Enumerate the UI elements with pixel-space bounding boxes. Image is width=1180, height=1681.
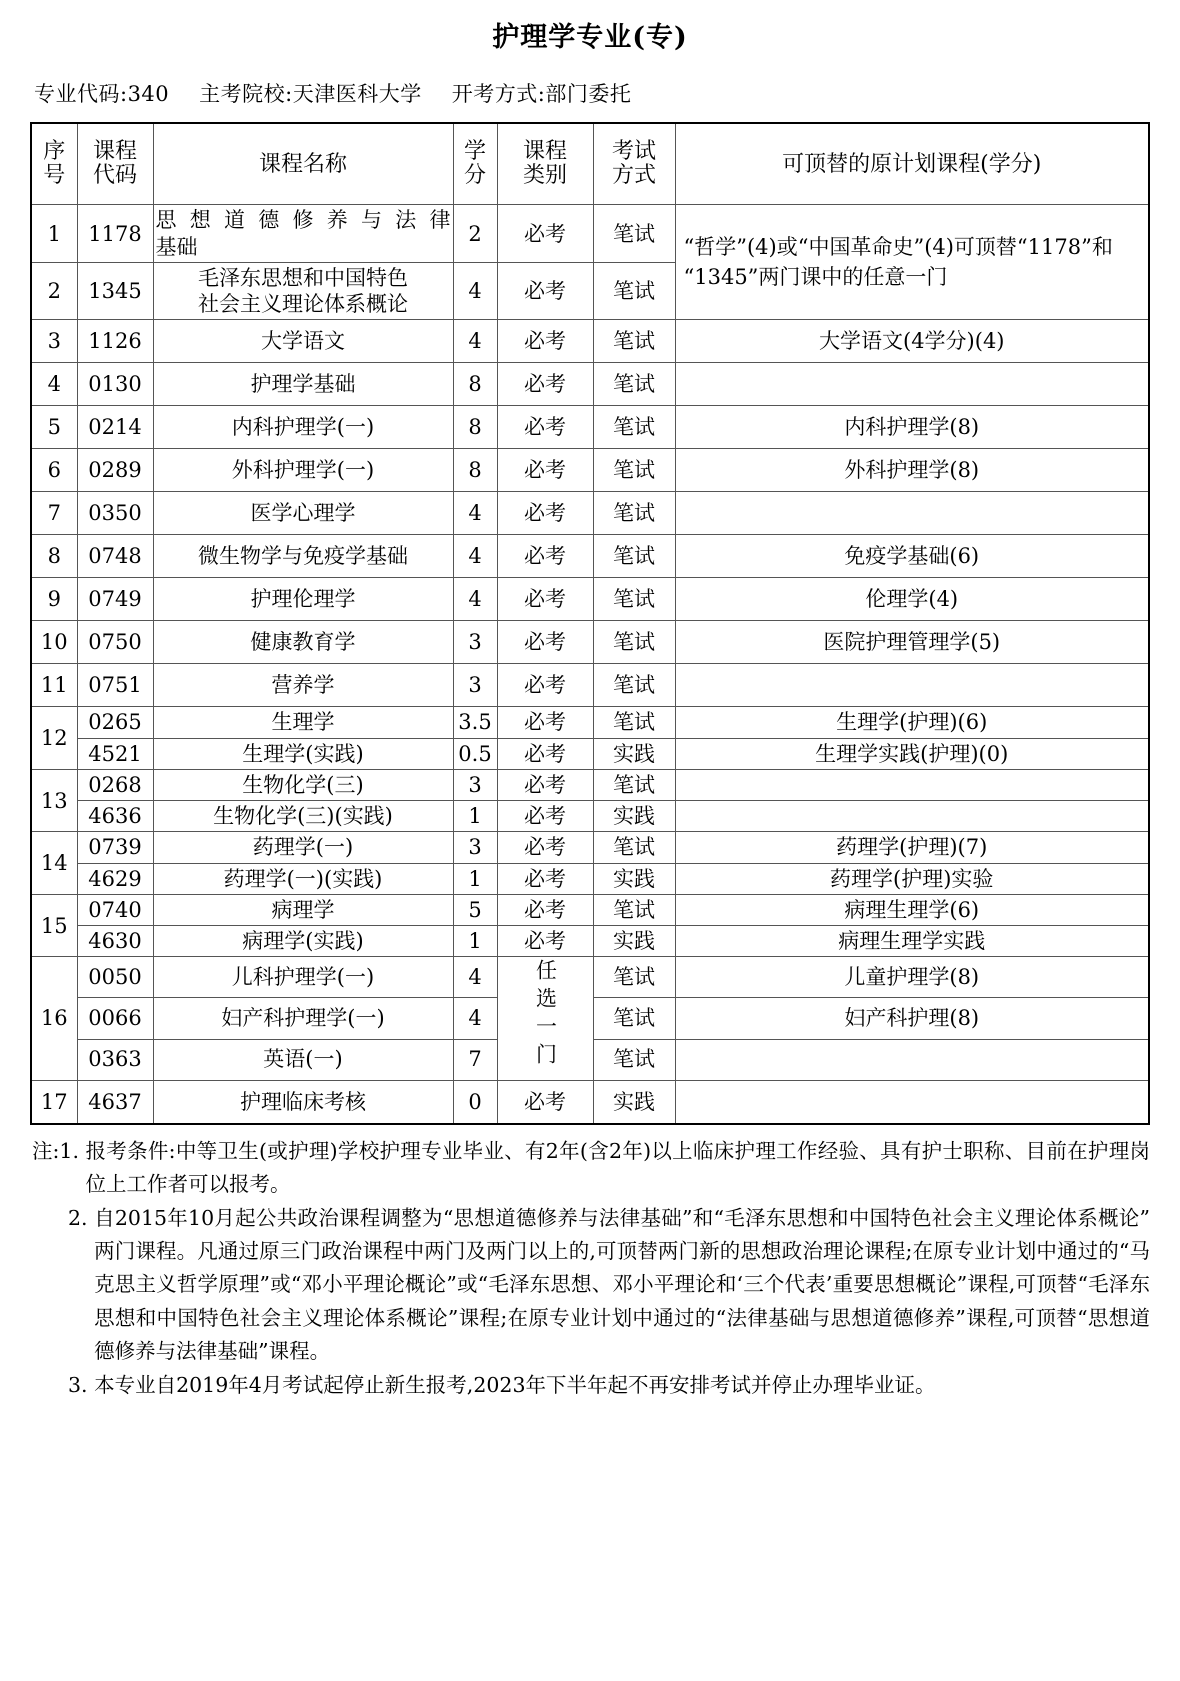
- cell-seq: 11: [31, 664, 77, 707]
- cell-type: 必考: [497, 894, 593, 925]
- table-row: [31, 832, 1149, 863]
- cell-credits: 4: [453, 957, 497, 998]
- cell-credits: 3: [453, 769, 497, 800]
- cell-code: 0289: [77, 449, 153, 492]
- cell-seq: 6: [31, 449, 77, 492]
- cell-type: 必考: [497, 449, 593, 492]
- note-text: 报考条件:中等卫生(或护理)学校护理专业毕业、有2年(含2年)以上临床护理工作经验、具有护士职称、目前在护理岗位上工作者可以报考。: [85, 1138, 1150, 1196]
- table-row: [31, 926, 1149, 957]
- table-row: [31, 205, 1149, 263]
- col-header-credits: 学 分: [453, 123, 497, 205]
- cell-exam: 实践: [593, 738, 675, 769]
- cell-exam: 笔试: [593, 621, 675, 664]
- cell-code: 4637: [77, 1080, 153, 1124]
- cell-exam: 笔试: [593, 1039, 675, 1080]
- col-header-seq: 序 号: [31, 123, 77, 205]
- exam-mode: 开考方式:部门委托: [451, 82, 632, 107]
- cell-course-name: 生理学(实践): [153, 738, 453, 769]
- cell-credits: 8: [453, 363, 497, 406]
- cell-course-name: 病理学(实践): [153, 926, 453, 957]
- cell-code: 1126: [77, 320, 153, 363]
- cell-code: 0066: [77, 998, 153, 1039]
- table-row: [31, 320, 1149, 363]
- cell-substitute: 外科护理学(8): [675, 449, 1149, 492]
- cell-substitute: 免疫学基础(6): [675, 535, 1149, 578]
- cell-seq: 16: [31, 957, 77, 1080]
- cell-exam: 笔试: [593, 664, 675, 707]
- table-row: [31, 621, 1149, 664]
- cell-substitute: 病理生理学(6): [675, 894, 1149, 925]
- cell-course-name: 药理学(一): [153, 832, 453, 863]
- cell-credits: 8: [453, 449, 497, 492]
- cell-credits: 7: [453, 1039, 497, 1080]
- cell-type: 必考: [497, 832, 593, 863]
- major-code: 专业代码:340: [34, 82, 170, 107]
- cell-exam: 笔试: [593, 492, 675, 535]
- note-item: [30, 1135, 1150, 1201]
- cell-code: 0748: [77, 535, 153, 578]
- cell-course-name: 营养学: [153, 664, 453, 707]
- cell-credits: 0.5: [453, 738, 497, 769]
- cell-seq: 1: [31, 205, 77, 263]
- note-number: 3.: [68, 1373, 88, 1398]
- cell-code: 4521: [77, 738, 153, 769]
- cell-seq: 14: [31, 832, 77, 895]
- cell-exam: 笔试: [593, 894, 675, 925]
- cell-seq: 3: [31, 320, 77, 363]
- note-number: 2.: [68, 1206, 88, 1231]
- col-header-exam: 考试 方式: [593, 123, 675, 205]
- cell-credits: 4: [453, 262, 497, 320]
- cell-course-name: 大学语文: [153, 320, 453, 363]
- table-row: [31, 863, 1149, 894]
- cell-course-name: 生物化学(三)(实践): [153, 801, 453, 832]
- cell-exam: 笔试: [593, 957, 675, 998]
- cell-type: 必考: [497, 738, 593, 769]
- cell-substitute: 病理生理学实践: [675, 926, 1149, 957]
- cell-seq: 2: [31, 262, 77, 320]
- cell-course-name: 毛泽东思想和中国特色 社会主义理论体系概论: [153, 262, 453, 320]
- cell-substitute: [675, 769, 1149, 800]
- cell-exam: 笔试: [593, 262, 675, 320]
- cell-substitute: [675, 363, 1149, 406]
- cell-code: 0751: [77, 664, 153, 707]
- cell-type: 必考: [497, 926, 593, 957]
- table-row: [31, 449, 1149, 492]
- cell-type-any-one: [497, 957, 593, 1080]
- cell-course-name: 健康教育学: [153, 621, 453, 664]
- cell-code: 0265: [77, 707, 153, 738]
- cell-substitute: [675, 1039, 1149, 1080]
- cell-code: 0749: [77, 578, 153, 621]
- cell-course-name: 英语(一): [153, 1039, 453, 1080]
- cell-course-name: 护理伦理学: [153, 578, 453, 621]
- cell-exam: 笔试: [593, 769, 675, 800]
- cell-exam: 笔试: [593, 707, 675, 738]
- cell-course-name: 医学心理学: [153, 492, 453, 535]
- table-row: [31, 707, 1149, 738]
- cell-code: 0739: [77, 832, 153, 863]
- cell-seq: 13: [31, 769, 77, 832]
- cell-type: 必考: [497, 578, 593, 621]
- cell-seq: 17: [31, 1080, 77, 1124]
- note-text: 自2015年10月起公共政治课程调整为“思想道德修养与法律基础”和“毛泽东思想和中国特色社会主义理论体系概论”两门课程。凡通过原三门政治课程中两门及两门以上的,可顶替两门新的思想政治理论课程;在原专业计划中通过的“马克思主义哲学原理”或“邓小平理论概论”或“毛泽东思想、邓小平理论和‘三个代表’重要思想概论”课程,可顶替“毛泽东思想和中国特色社会主义理论体系概论”课程;在原专业计划中通过的“法律基础与思想道德修养”课程,可顶替“思想道德修养与法律基础”课程。: [94, 1206, 1150, 1363]
- cell-exam: 笔试: [593, 406, 675, 449]
- table-row: [31, 894, 1149, 925]
- note-text: 本专业自2019年4月考试起停止新生报考,2023年下半年起不再安排考试并停止办理毕业证。: [94, 1373, 936, 1398]
- table-row: [31, 801, 1149, 832]
- cell-type: 必考: [497, 205, 593, 263]
- cell-code: 4629: [77, 863, 153, 894]
- col-header-substitute: 可顶替的原计划课程(学分): [675, 123, 1149, 205]
- cell-type: 必考: [497, 621, 593, 664]
- cell-exam: 笔试: [593, 998, 675, 1039]
- cell-credits: 4: [453, 998, 497, 1039]
- table-body: [31, 205, 1149, 1124]
- table-row: [31, 769, 1149, 800]
- cell-code: 4630: [77, 926, 153, 957]
- cell-type: 必考: [497, 664, 593, 707]
- cell-course-name: 妇产科护理学(一): [153, 998, 453, 1039]
- cell-type: 必考: [497, 406, 593, 449]
- cell-substitute: 生理学(护理)(6): [675, 707, 1149, 738]
- cell-exam: 实践: [593, 1080, 675, 1124]
- cell-type: 必考: [497, 707, 593, 738]
- cell-exam: 笔试: [593, 832, 675, 863]
- cell-substitute: 大学语文(4学分)(4): [675, 320, 1149, 363]
- note-item: [30, 1369, 1150, 1402]
- document-page: [0, 22, 1180, 1681]
- cell-substitute: [675, 664, 1149, 707]
- document-meta: [34, 78, 1150, 108]
- cell-type: 必考: [497, 1080, 593, 1124]
- table-row: [31, 535, 1149, 578]
- cell-course-name: 儿科护理学(一): [153, 957, 453, 998]
- cell-credits: 3: [453, 832, 497, 863]
- cell-type: 必考: [497, 363, 593, 406]
- table-row: [31, 957, 1149, 998]
- cell-seq: 5: [31, 406, 77, 449]
- cell-seq: 4: [31, 363, 77, 406]
- cell-exam: 笔试: [593, 320, 675, 363]
- cell-course-name: 药理学(一)(实践): [153, 863, 453, 894]
- note-item: [30, 1202, 1150, 1368]
- cell-seq: 10: [31, 621, 77, 664]
- cell-exam: 笔试: [593, 535, 675, 578]
- table-header-row: [31, 123, 1149, 205]
- col-header-type: 课程 类别: [497, 123, 593, 205]
- cell-code: 0363: [77, 1039, 153, 1080]
- cell-course-name: 护理学基础: [153, 363, 453, 406]
- cell-code: 0214: [77, 406, 153, 449]
- cell-code: 0130: [77, 363, 153, 406]
- cell-substitute: [675, 801, 1149, 832]
- cell-credits: 1: [453, 801, 497, 832]
- cell-credits: 8: [453, 406, 497, 449]
- cell-exam: 笔试: [593, 205, 675, 263]
- host-school: 主考院校:天津医科大学: [199, 82, 422, 107]
- col-header-code: 课程 代码: [77, 123, 153, 205]
- vertical-text-any-one: 任选一门: [533, 959, 558, 1072]
- cell-code: 1178: [77, 205, 153, 263]
- cell-course-name: 护理临床考核: [153, 1080, 453, 1124]
- cell-code: 4636: [77, 801, 153, 832]
- cell-course-name: 病理学: [153, 894, 453, 925]
- cell-substitute: 伦理学(4): [675, 578, 1149, 621]
- cell-code: 0268: [77, 769, 153, 800]
- cell-substitute: 生理学实践(护理)(0): [675, 738, 1149, 769]
- cell-credits: 1: [453, 926, 497, 957]
- cell-substitute: 儿童护理学(8): [675, 957, 1149, 998]
- cell-type: 必考: [497, 320, 593, 363]
- cell-substitute: 药理学(护理)实验: [675, 863, 1149, 894]
- cell-substitute: [675, 492, 1149, 535]
- table-row: [31, 1080, 1149, 1124]
- cell-type: 必考: [497, 262, 593, 320]
- page-title: 护理学专业(专): [492, 22, 688, 53]
- cell-course-name: 内科护理学(一): [153, 406, 453, 449]
- cell-type: 必考: [497, 769, 593, 800]
- cell-code: 0050: [77, 957, 153, 998]
- cell-credits: 4: [453, 320, 497, 363]
- table-header: [31, 123, 1149, 205]
- cell-course-name: 思想道德修养与法律 基础: [153, 205, 453, 263]
- cell-credits: 2: [453, 205, 497, 263]
- cell-credits: 5: [453, 894, 497, 925]
- cell-substitute: 药理学(护理)(7): [675, 832, 1149, 863]
- cell-type: 必考: [497, 535, 593, 578]
- cell-exam: 笔试: [593, 363, 675, 406]
- table-row: [31, 492, 1149, 535]
- cell-type: 必考: [497, 492, 593, 535]
- cell-credits: 1: [453, 863, 497, 894]
- notes-section: [30, 1135, 1150, 1403]
- cell-type: 必考: [497, 801, 593, 832]
- cell-seq: 9: [31, 578, 77, 621]
- cell-credits: 3: [453, 621, 497, 664]
- cell-code: 0750: [77, 621, 153, 664]
- cell-exam: 笔试: [593, 578, 675, 621]
- cell-exam: 实践: [593, 926, 675, 957]
- note-prefix: 注:1.: [32, 1138, 79, 1163]
- table-row: [31, 578, 1149, 621]
- cell-seq: 15: [31, 894, 77, 957]
- cell-type: 必考: [497, 863, 593, 894]
- cell-credits: 0: [453, 1080, 497, 1124]
- cell-course-name: 生物化学(三): [153, 769, 453, 800]
- cell-seq: 12: [31, 707, 77, 770]
- cell-code: 0350: [77, 492, 153, 535]
- cell-exam: 笔试: [593, 449, 675, 492]
- cell-substitute: 医院护理管理学(5): [675, 621, 1149, 664]
- cell-course-name: 外科护理学(一): [153, 449, 453, 492]
- table-row: [31, 406, 1149, 449]
- cell-credits: 4: [453, 578, 497, 621]
- table-row: [31, 738, 1149, 769]
- cell-credits: 4: [453, 535, 497, 578]
- cell-seq: 8: [31, 535, 77, 578]
- cell-substitute: [675, 1080, 1149, 1124]
- cell-credits: 4: [453, 492, 497, 535]
- cell-code: 1345: [77, 262, 153, 320]
- cell-exam: 实践: [593, 801, 675, 832]
- table-row: [31, 363, 1149, 406]
- cell-substitute: 内科护理学(8): [675, 406, 1149, 449]
- cell-credits: 3.5: [453, 707, 497, 738]
- cell-credits: 3: [453, 664, 497, 707]
- cell-substitute: 妇产科护理(8): [675, 998, 1149, 1039]
- cell-code: 0740: [77, 894, 153, 925]
- cell-substitute-merged: “哲学”(4)或“中国革命史”(4)可顶替“1178”和“1345”两门课中的任意一门: [675, 205, 1149, 320]
- cell-course-name: 生理学: [153, 707, 453, 738]
- cell-exam: 实践: [593, 863, 675, 894]
- cell-course-name: 微生物学与免疫学基础: [153, 535, 453, 578]
- table-row: [31, 664, 1149, 707]
- course-plan-table: [30, 122, 1150, 1124]
- col-header-name: 课程名称: [153, 123, 453, 205]
- cell-seq: 7: [31, 492, 77, 535]
